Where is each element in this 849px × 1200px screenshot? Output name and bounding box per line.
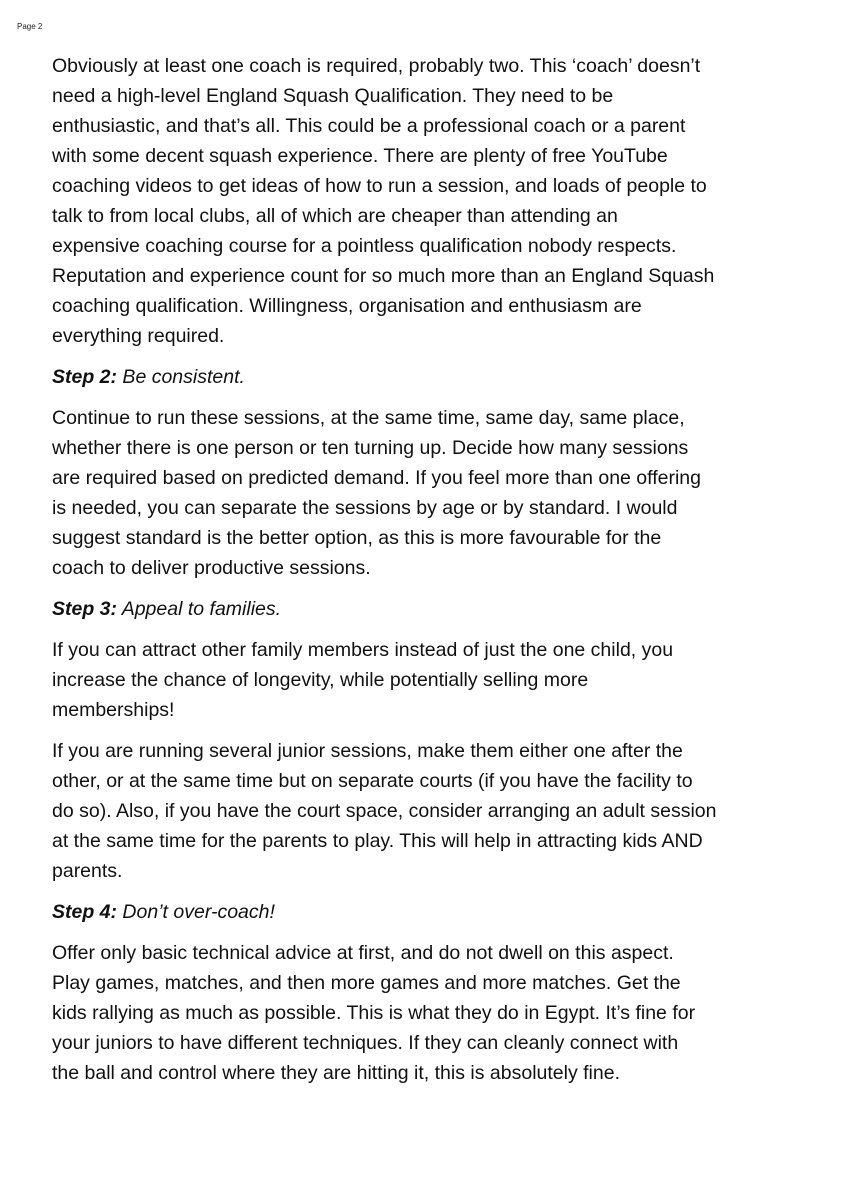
step-4-label: Step 4: [52, 901, 118, 923]
document-body [52, 51, 802, 1099]
paragraph-line: parents. [52, 860, 123, 882]
paragraph-line: everything required. [52, 325, 225, 347]
step-2-title: Be consistent. [117, 366, 245, 388]
step-2-paragraph [52, 403, 802, 583]
paragraph-line: your juniors to have different techniques. If they can cleanly connect with [52, 1032, 679, 1054]
paragraph-line: suggest standard is the better option, as this is more favourable for the [52, 527, 662, 549]
paragraph-line: Offer only basic technical advice at first, and do not dwell on this aspect. [52, 942, 674, 964]
step-2-label: Step 2: [52, 366, 118, 388]
step-3-title: Appeal to families. [117, 598, 282, 620]
paragraph-line: coaching qualification. Willingness, organisation and enthusiasm are [52, 295, 642, 317]
paragraph-line: whether there is one person or ten turning up. Decide how many sessions [52, 437, 689, 459]
paragraph-line: If you are running several junior sessions, make them either one after the [52, 740, 683, 762]
step-4-paragraph [52, 938, 802, 1088]
paragraph-line: enthusiastic, and that’s all. This could be a professional coach or a parent [52, 115, 686, 137]
paragraph-line: are required based on predicted demand. If you feel more than one offering [52, 467, 701, 489]
paragraph-line: need a high-level England Squash Qualification. They need to be [52, 85, 614, 107]
paragraph-line: If you can attract other family members instead of just the one child, you [52, 639, 674, 661]
step-3-paragraph-1 [52, 635, 802, 725]
step-3-heading [52, 594, 802, 624]
step-3-label: Step 3: [52, 598, 118, 620]
paragraph-line: expensive coaching course for a pointless qualification nobody respects. [52, 235, 677, 257]
paragraph-line: kids rallying as much as possible. This is what they do in Egypt. It’s fine for [52, 1002, 696, 1024]
paragraph-line: Obviously at least one coach is required, probably two. This ‘coach’ doesn’t [52, 55, 701, 77]
page-number-label: Page 2 [17, 22, 43, 31]
paragraph-line: other, or at the same time but on separate courts (if you have the facility to [52, 770, 693, 792]
paragraph-line: the ball and control where they are hitting it, this is absolutely fine. [52, 1062, 620, 1084]
paragraph-line: coaching videos to get ideas of how to run a session, and loads of people to [52, 175, 707, 197]
paragraph-line: at the same time for the parents to play. This will help in attracting kids AND [52, 830, 703, 852]
coach-requirement-paragraph [52, 51, 802, 351]
step-2-heading [52, 362, 802, 392]
paragraph-line: Continue to run these sessions, at the same time, same day, same place, [52, 407, 685, 429]
paragraph-line: is needed, you can separate the sessions by age or by standard. I would [52, 497, 678, 519]
step-3-paragraph-2 [52, 736, 802, 886]
step-4-title: Don’t over-coach! [117, 901, 275, 923]
paragraph-line: with some decent squash experience. There are plenty of free YouTube [52, 145, 668, 167]
paragraph-line: memberships! [52, 699, 175, 721]
paragraph-line: talk to from local clubs, all of which are cheaper than attending an [52, 205, 618, 227]
paragraph-line: do so). Also, if you have the court space, consider arranging an adult session [52, 800, 717, 822]
paragraph-line: Reputation and experience count for so much more than an England Squash [52, 265, 715, 287]
paragraph-line: coach to deliver productive sessions. [52, 557, 371, 579]
paragraph-line: Play games, matches, and then more games and more matches. Get the [52, 972, 681, 994]
paragraph-line: increase the chance of longevity, while potentially selling more [52, 669, 589, 691]
step-4-heading [52, 897, 802, 927]
